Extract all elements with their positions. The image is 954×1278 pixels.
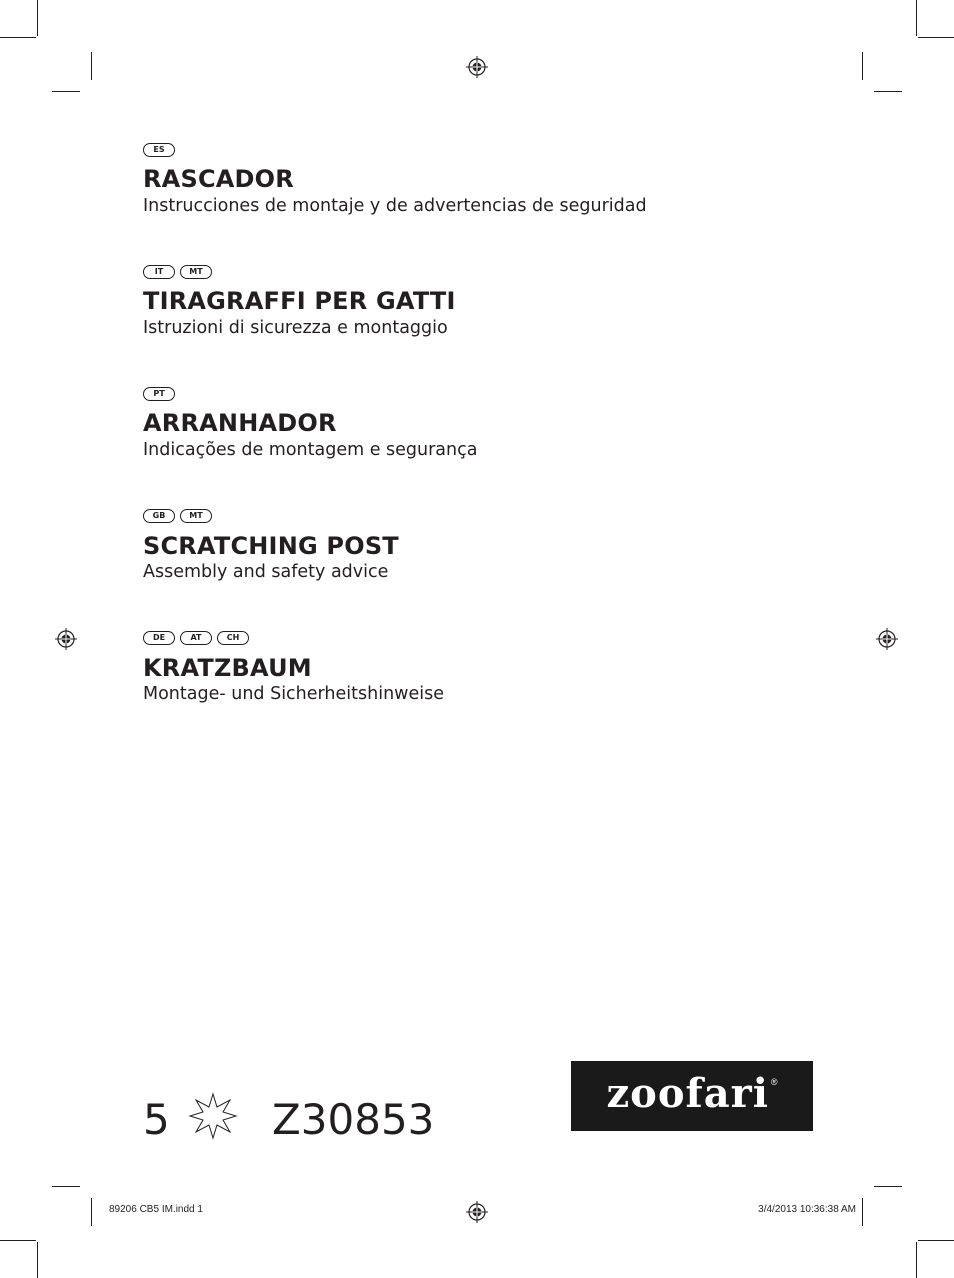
- section-title: KRATZBAUM: [143, 654, 312, 682]
- crop-mark: [874, 91, 902, 92]
- crop-mark: [918, 37, 954, 38]
- registered-mark: ®: [770, 1077, 778, 1087]
- registration-mark-icon: [466, 1201, 488, 1223]
- crop-mark: [862, 52, 863, 80]
- registration-mark-icon: [876, 628, 898, 650]
- language-badge: CH: [217, 631, 249, 645]
- crop-mark: [52, 1186, 80, 1187]
- crop-mark: [0, 37, 36, 38]
- section-title: SCRATCHING POST: [143, 532, 399, 560]
- language-badge: MT: [180, 509, 212, 523]
- section-subtitle: Istruzioni di sicurezza e montaggio: [143, 318, 448, 338]
- section-title: TIRAGRAFFI PER GATTI: [143, 287, 456, 315]
- language-badges: [143, 265, 212, 279]
- zoofari-logo: [571, 1061, 813, 1131]
- registration-mark-icon: [55, 628, 77, 650]
- language-badge: MT: [180, 265, 212, 279]
- section-subtitle: Assembly and safety advice: [143, 562, 389, 582]
- language-badges: [143, 631, 249, 645]
- registration-mark-icon: [466, 56, 488, 78]
- crop-mark: [916, 0, 917, 36]
- crop-mark: [874, 1186, 902, 1187]
- language-badge: DE: [143, 631, 175, 645]
- language-badges: [143, 387, 175, 401]
- section-title: RASCADOR: [143, 165, 294, 193]
- crop-mark: [37, 0, 38, 36]
- crop-mark: [862, 1198, 863, 1226]
- language-badges: [143, 143, 175, 157]
- product-code: Z30853: [272, 1095, 435, 1144]
- crop-mark: [0, 1240, 36, 1241]
- crop-mark: [52, 91, 80, 92]
- section-title: ARRANHADOR: [143, 409, 337, 437]
- section-subtitle: Indicações de montagem e segurança: [143, 440, 478, 460]
- star-outline-icon: [188, 1091, 238, 1141]
- slug-filename: 89206 CB5 IM.indd 1: [109, 1204, 203, 1215]
- crop-mark: [91, 1198, 92, 1226]
- edition-number: 5: [143, 1095, 170, 1144]
- crop-mark: [916, 1242, 917, 1278]
- section-subtitle: Montage- und Sicherheitshinweise: [143, 684, 444, 704]
- language-badges: [143, 509, 212, 523]
- language-badge: PT: [143, 387, 175, 401]
- language-badge: ES: [143, 143, 175, 157]
- crop-mark: [91, 52, 92, 80]
- crop-mark: [918, 1240, 954, 1241]
- language-badge: GB: [143, 509, 175, 523]
- language-badge: IT: [143, 265, 175, 279]
- logo-text: zoofari: [606, 1070, 769, 1117]
- crop-mark: [37, 1242, 38, 1278]
- section-subtitle: Instrucciones de montaje y de advertencias de seguridad: [143, 196, 647, 216]
- language-badge: AT: [180, 631, 212, 645]
- slug-datetime: 3/4/2013 10:36:38 AM: [758, 1204, 856, 1215]
